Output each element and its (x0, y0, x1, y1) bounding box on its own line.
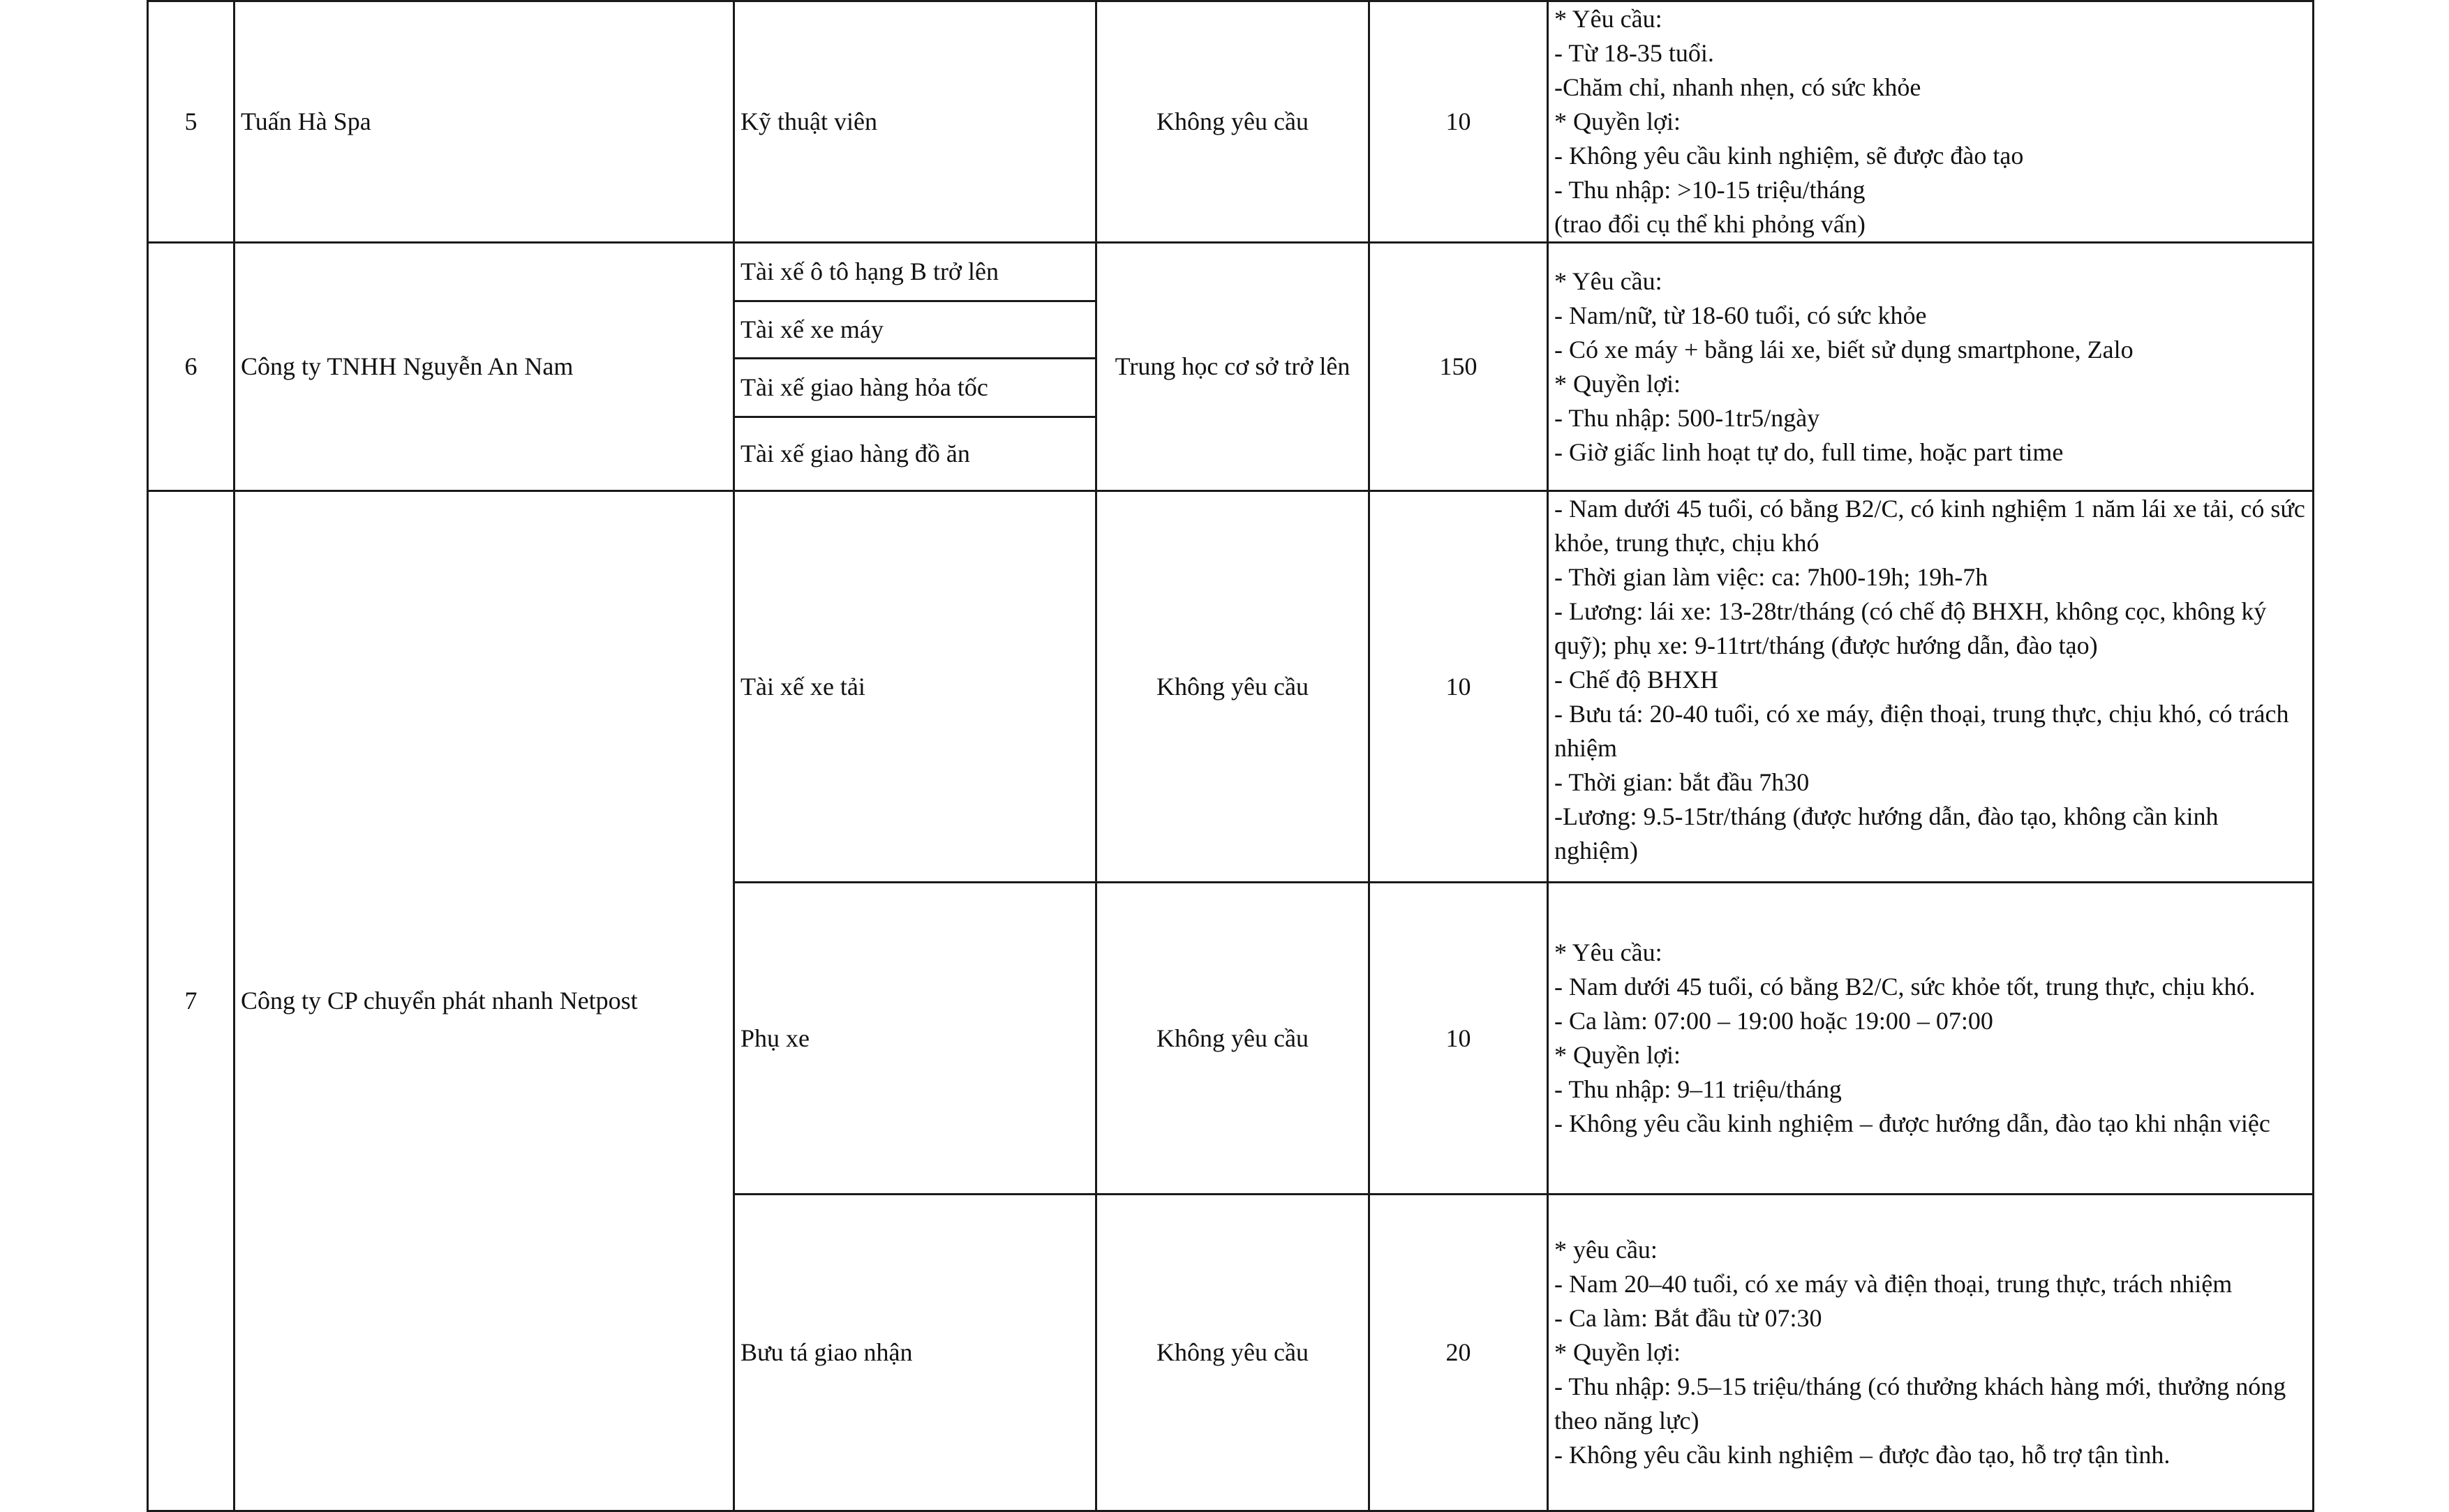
job-details (1548, 1, 2314, 243)
education-requirement: Không yêu cầu (1096, 491, 1369, 883)
position-name: Tài xế giao hàng hỏa tốc (734, 359, 1096, 417)
detail-line: - Thời gian: bắt đầu 7h30 (1554, 768, 1810, 796)
position-name: Tài xế ô tô hạng B trở lên (734, 243, 1096, 301)
detail-line: - Không yêu cầu kinh nghiệm – được đào tạo, hỗ trợ tận tình. (1554, 1441, 2171, 1469)
education-requirement: Trung học cơ sở trở lên (1096, 243, 1369, 491)
detail-line: * Quyền lợi: (1554, 369, 1681, 398)
company-name: Tuấn Hà Spa (235, 1, 734, 243)
detail-line: - Thời gian làm việc: ca: 7h00-19h; 19h-7h (1554, 562, 1988, 591)
job-listing-table (147, 0, 2314, 1512)
hiring-quantity: 20 (1369, 1195, 1548, 1511)
detail-line: - Nam/nữ, từ 18-60 tuổi, có sức khỏe (1554, 301, 1927, 329)
company-name: Công ty TNHH Nguyễn An Nam (235, 243, 734, 491)
job-details (1548, 883, 2314, 1195)
detail-line: * Yêu cầu: (1554, 938, 1662, 966)
table-row (148, 491, 2314, 883)
detail-line: - Lương: lái xe: 13-28tr/tháng (có chế độ BHXH, không cọc, không ký quỹ); phụ xe: 9-11trt/tháng (được hướng dẫn, đào tạo) (1554, 597, 2267, 659)
detail-line: * Quyền lợi: (1554, 107, 1681, 135)
job-details (1548, 243, 2314, 491)
detail-line: - Ca làm: Bắt đầu từ 07:30 (1554, 1304, 1822, 1332)
position-name: Tài xế xe tải (734, 491, 1096, 883)
hiring-quantity: 10 (1369, 491, 1548, 883)
job-details (1548, 1195, 2314, 1511)
detail-line: * Yêu cầu: (1554, 267, 1662, 295)
detail-line: - Nam 20–40 tuổi, có xe máy và điện thoại, trung thực, trách nhiệm (1554, 1270, 2233, 1298)
detail-line: - Nam dưới 45 tuổi, có bằng B2/C, có kinh nghiệm 1 năm lái xe tải, có sức khỏe, trung thực, chịu khó (1554, 494, 2305, 557)
detail-line: - Thu nhập: 500-1tr5/ngày (1554, 403, 1820, 432)
position-name: Kỹ thuật viên (734, 1, 1096, 243)
detail-line: * yêu cầu: (1554, 1236, 1658, 1264)
detail-line: * Quyền lợi: (1554, 1338, 1681, 1366)
job-details (1548, 491, 2314, 883)
detail-line: - Nam dưới 45 tuổi, có bằng B2/C, sức khỏe tốt, trung thực, chịu khó. (1554, 973, 2256, 1001)
detail-line: - Thu nhập: >10-15 triệu/tháng (1554, 176, 1866, 204)
detail-line: -Chăm chỉ, nhanh nhẹn, có sức khỏe (1554, 73, 1921, 101)
detail-line: - Giờ giấc linh hoạt tự do, full time, hoặc part time (1554, 437, 2064, 466)
detail-line: - Bưu tá: 20-40 tuổi, có xe máy, điện thoại, trung thực, chịu khó, có trách nhiệm (1554, 699, 2289, 762)
education-requirement: Không yêu cầu (1096, 1195, 1369, 1511)
row-number: 6 (148, 243, 235, 491)
education-requirement: Không yêu cầu (1096, 883, 1369, 1195)
detail-line: - Thu nhập: 9–11 triệu/tháng (1554, 1075, 1842, 1103)
detail-line: (trao đổi cụ thể khi phỏng vấn) (1554, 210, 1866, 238)
detail-line: - Từ 18-35 tuổi. (1554, 39, 1714, 67)
detail-line: * Yêu cầu: (1554, 5, 1662, 33)
detail-line: * Quyền lợi: (1554, 1041, 1681, 1069)
table-row (148, 243, 2314, 301)
hiring-quantity: 10 (1369, 883, 1548, 1195)
detail-line: - Chế độ BHXH (1554, 665, 1718, 694)
position-name: Tài xế xe máy (734, 301, 1096, 359)
row-number: 7 (148, 491, 235, 1511)
detail-line: - Thu nhập: 9.5–15 triệu/tháng (có thưởng khách hàng mới, thưởng nóng theo năng lực) (1554, 1372, 2286, 1435)
hiring-quantity: 150 (1369, 243, 1548, 491)
detail-line: - Có xe máy + bằng lái xe, biết sử dụng smartphone, Zalo (1554, 335, 2134, 364)
hiring-quantity: 10 (1369, 1, 1548, 243)
detail-line: - Ca làm: 07:00 – 19:00 hoặc 19:00 – 07:00 (1554, 1007, 1993, 1035)
detail-line: - Không yêu cầu kinh nghiệm, sẽ được đào tạo (1554, 142, 2024, 170)
detail-line: -Lương: 9.5-15tr/tháng (được hướng dẫn, đào tạo, không cần kinh nghiệm) (1554, 802, 2219, 864)
detail-line: - Không yêu cầu kinh nghiệm – được hướng dẫn, đào tạo khi nhận việc (1554, 1109, 2270, 1137)
row-number: 5 (148, 1, 235, 243)
position-name: Tài xế giao hàng đồ ăn (734, 417, 1096, 491)
table-row (148, 1, 2314, 243)
company-name: Công ty CP chuyển phát nhanh Netpost (235, 491, 734, 1511)
position-name: Bưu tá giao nhận (734, 1195, 1096, 1511)
position-name: Phụ xe (734, 883, 1096, 1195)
education-requirement: Không yêu cầu (1096, 1, 1369, 243)
